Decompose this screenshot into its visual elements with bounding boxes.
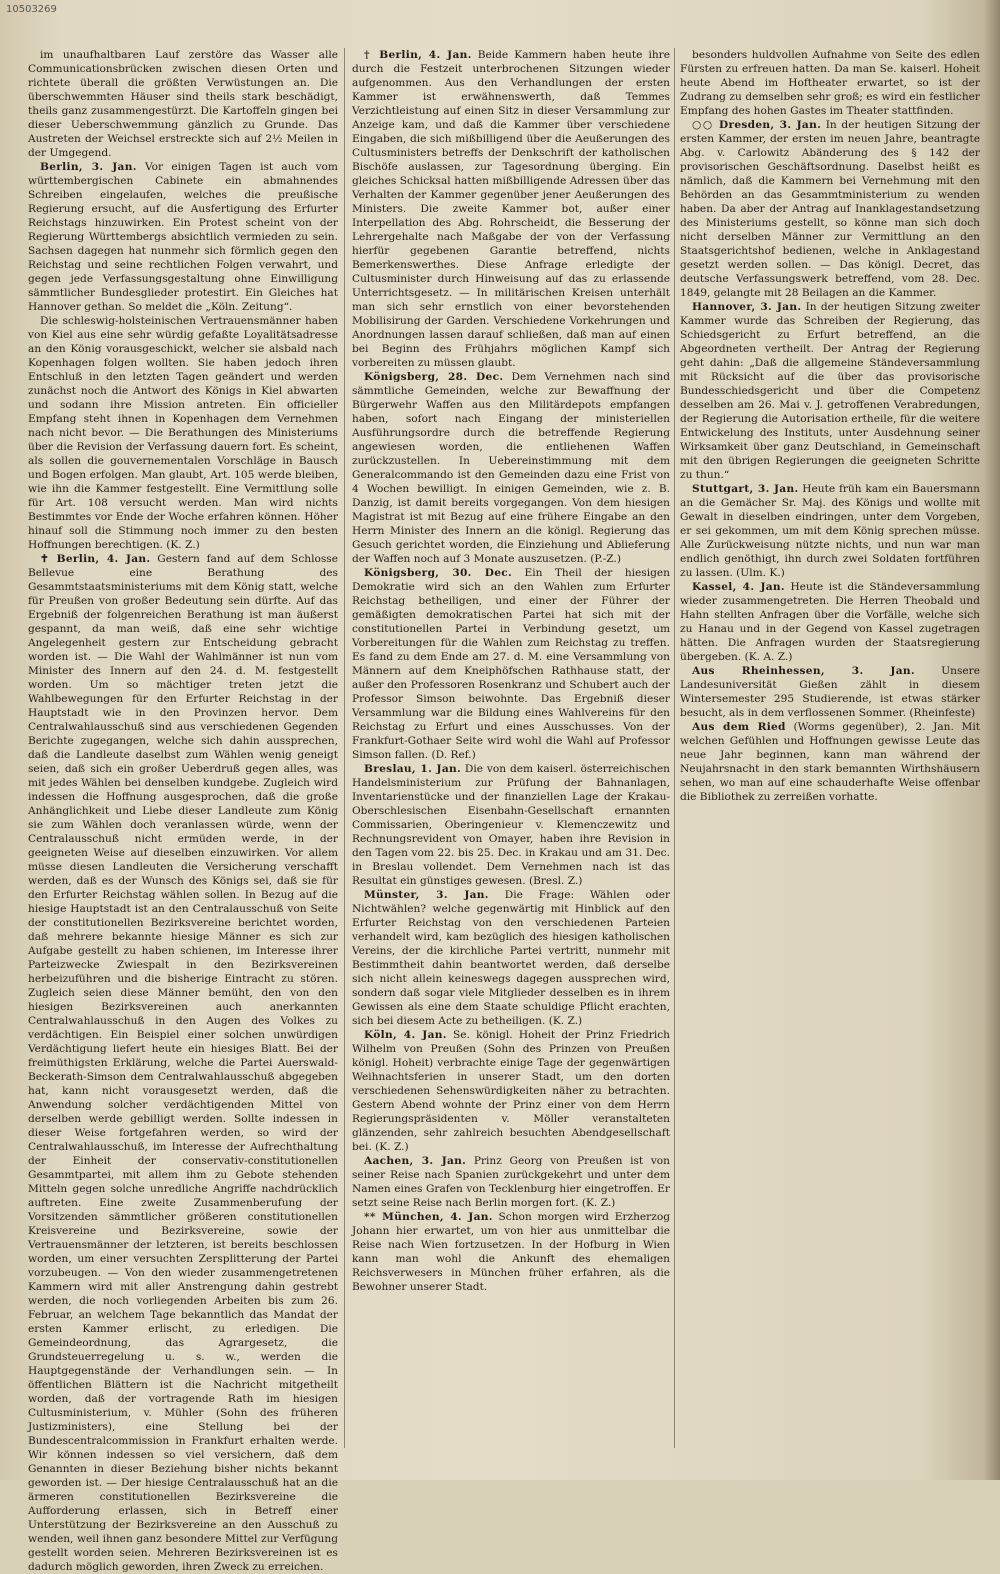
article-paragraph: Königsberg, 30. Dec. Ein Theil der hiesigen Demokratie wird sich an den Wahlen zum Erfurter Reichstag betheiligen, und einer der Führer der gemäßigten demokratischen Partei hat sich mit der constitutionellen Partei in Verbindung gesetzt, um Vorbereitungen für die Wahlen zum Reichstag zu treffen. Es fand zu dem Ende am 27. d. M. eine Versammlung von Männern auf dem Kneiphöfschen Rathhause statt, der außer den Professoren Rosenkranz und Schubert auch der Professor Simson beiwohnte. Das Ergebniß dieser Versammlung war die Bildung eines Wahlvereins für den Reichstag zu Erfurt und eines Ausschusses. Von der Frankfurt-Gothaer Seite wird wohl die Wahl auf Professor Simson fallen. (D. Ref.) <box>352 567 670 761</box>
dateline: Stuttgart, 3. Jan. <box>692 483 799 495</box>
dateline: Köln, 4. Jan. <box>364 1029 447 1041</box>
article-paragraph: † Berlin, 4. Jan. Beide Kammern haben heute ihre durch die Festzeit unterbrochenen Sitzungen wieder aufgenommen. Aus den Verhandlungen der ersten Kammer ist erwähnenswerth, daß Temmes Verzichtleistung auf einen Sitz in dieser Versammlung zur Anzeige kam, und daß die Kammer über verschiedene Eingaben, die sich mißbilligend über die Aeußerungen des Cultusministers betreffs der Denkschrift der katholischen Bischöfe auslassen, zur Tagesordnung überging. Ein gleiches Schicksal hatten mißbilligende Adressen über das Verhalten der Kammer gegenüber jener Aeußerungen des Ministers. Die zweite Kammer bot, außer einer Interpellation des Abg. Rohrscheidt, die Besserung der Lehrergehalte nach Maßgabe der von der Verfassung hierfür gegebenen Garantie betreffend, nichts Bemerkenswerthes. Diese Anfrage erledigte der Cultusminister durch Hinweisung auf das zu erlassende Unterrichtsgesetz. — In militärischen Kreisen unterhält man sich sehr ernstlich von einer bevorstehenden Mobilisirung der Garden. Verschiedene Vorkehrungen und Anordnungen lassen darauf schließen, daß man auf einen bei Beginn des Frühjahrs möglichen Kampf sich vorbereiten zu müssen glaubt. <box>352 49 670 369</box>
article-paragraph: Aus Rheinhessen, 3. Jan. Unsere Landesuniversität Gießen zählt in diesem Wintersemester 295 Studierende, ist etwas stärker besucht, als in dem verflossenen Sommer. (Rheinfeste) <box>680 665 980 719</box>
dateline: Hannover, 3. Jan. <box>692 301 802 313</box>
dateline: Kassel, 4. Jan. <box>692 581 785 593</box>
article-paragraph: Die schleswig-holsteinischen Vertrauensmänner haben von Kiel aus eine sehr würdig gefaßte Loyalitätsadresse an den König vorausgeschickt, welcher sie alsbald nach Kopenhagen folgen wollten. Sie haben jedoch ihren Entschluß in den letzten Tagen geändert und werden zunächst noch die Antwort des Königs in Kiel abwarten und sodann ihre Mission antreten. Ein officieller Empfang steht ihnen in Kopenhagen dem Vernehmen nach nicht bevor. — Die Berathungen des Ministeriums über die Revision der Verfassung dauern fort. Es scheint, als sollen die gouvernementalen Vorschläge in Bausch und Bogen erfolgen. Man glaubt, Art. 105 werde bleiben, wie ihn die Kammer festgestellt. Eine Vermittlung solle für Art. 108 versucht werden. Man wird nichts Bestimmtes vor Ende der Woche erfahren können. Höher hinauf soll die Stimmung noch immer zu den besten Hoffnungen berechtigen. (K. Z.) <box>28 315 338 551</box>
article-paragraph: ○○ Dresden, 3. Jan. In der heutigen Sitzung der ersten Kammer, der ersten im neuen Jahre, beantragte Abg. v. Carlowitz Abänderung des § 142 der provisorischen Geschäftsordnung. Daselbst heißt es nämlich, daß die Kammern bei Vernehmung mit den Behörden an das Gesammtministerium zu wenden haben. Da aber der Antrag auf Inanklagestandsetzung des Ministeriums gestellt, so könne man sich doch nicht derselben Männer zur Vermittlung an den Staatsgerichtshof bedienen, welche in Anklagestand gesetzt werden sollen. — Das königl. Decret, das deutsche Verfassungswerk betreffend, vom 28. Dec. 1849, gelangte mit 28 Beilagen an die Kammer. <box>680 119 980 299</box>
dateline: † Berlin, 4. Jan. <box>364 49 472 61</box>
column-divider <box>674 48 675 1448</box>
article-paragraph: Königsberg, 28. Dec. Dem Vernehmen nach sind sämmtliche Gemeinden, welche zur Bewaffnung der Bürgerwehr Waffen aus den Militärdepots empfangen haben, sofort nach Eingang der ministeriellen Ausführungsordre durch die betreffende Regierung angewiesen worden, die entliehenen Waffen zurückzustellen. In Uebereinstimmung mit dem Generalcommando ist den Gemeinden dazu eine Frist von 4 Wochen bewilligt. In einigen Gemeinden, wie z. B. Danzig, ist damit bereits vorgegangen. Von dem hiesigen Magistrat ist mit Bezug auf eine frühere Eingabe an den Herrn Minister des Innern an die königl. Regierung das Gesuch gerichtet worden, die Einziehung und Ablieferung der Waffen noch auf 3 Monate auszusetzen. (P.-Z.) <box>352 371 670 565</box>
column-3 <box>680 48 980 1448</box>
article-paragraph: Aachen, 3. Jan. Prinz Georg von Preußen ist von seiner Reise nach Spanien zurückgekehrt und unter dem Namen eines Grafen von Tecklenburg hier eingetroffen. Er setzt seine Reise nach Berlin morgen fort. (K. Z.) <box>352 1155 671 1209</box>
article-paragraph: Köln, 4. Jan. Se. königl. Hoheit der Prinz Friedrich Wilhelm von Preußen (Sohn des Prinzen von Preußen königl. Hoheit) verbrachte einige Tage der gegenwärtigen Weihnachtsferien in unserer Stadt, um den dorten verschiedenen Sehenswürdigkeiten näher zu betrachten. Gestern Abend wohnte der Prinz einer von dem Herrn Regierungspräsidenten v. Möller veranstalteten glänzenden, sehr zahlreich besuchten Abendgesellschaft bei. (K. Z.) <box>352 1029 670 1153</box>
article-paragraph: besonders huldvollen Aufnahme von Seite des edlen Fürsten zu erfreuen hatten. Da man Se. kaiserl. Hoheit heute Abend im Hoftheater erwartet, so ist der Zudrang zu demselben sehr groß; es wird ein festlicher Empfang des hohen Gastes im Theater stattfinden. <box>680 49 980 117</box>
article-paragraph: Hannover, 3. Jan. In der heutigen Sitzung zweiter Kammer wurde das Schreiben der Regierung, das Schiedsgericht zu Erfurt betreffend, an die Abgeordneten vertheilt. Der Antrag der Regierung geht dahin: „Daß die allgemeine Ständeversammlung mit Rücksicht auf die über das provisorische Bundesschiedsgericht und über die Competenz desselben am 26. Mai v. J. getroffenen Verabredungen, der Regierung die Autorisation ertheile, für die weitere Entwickelung des Instituts, unter Ausdehnung seiner Wirksamkeit über ganz Deutschland, in Gemeinschaft mit den übrigen Regierungen die geeigneten Schritte zu thun.“ <box>680 301 980 481</box>
archive-reference-id: 10503269 <box>6 4 57 15</box>
article-paragraph: ** München, 4. Jan. Schon morgen wird Erzherzog Johann hier erwartet, um von hier aus unmittelbar die Reise nach Wien fortzusetzen. In der Hofburg in Wien kann man wohl die Ankunft des ehemaligen Reichsverwesers in München früher erfahren, als die Bewohner unserer Stadt. <box>352 1211 670 1293</box>
dateline: ** München, 4. Jan. <box>364 1211 493 1223</box>
dateline: Aus dem Ried <box>692 721 786 733</box>
dateline: Aachen, 3. Jan. <box>364 1155 467 1167</box>
dateline: Königsberg, 30. Dec. <box>364 567 513 579</box>
page-binding-shadow <box>984 0 1000 1480</box>
dateline: Königsberg, 28. Dec. <box>364 371 504 383</box>
dateline: Breslau, 1. Jan. <box>364 763 462 775</box>
article-paragraph: Aus dem Ried (Worms gegenüber), 2. Jan. Mit welchen Gefühlen und Hoffnungen gewisse Leute das neue Jahr beginnen, kann man während der Neujahrsnacht in den stark bemannten Wirthshäusern sehen, wo man auf eine schauderhafte Weise offenbar die Bibliothek zu zerreißen vorhatte. <box>680 721 980 803</box>
article-paragraph: Breslau, 1. Jan. Die von dem kaiserl. österreichischen Handelsministerium zur Prüfung der Bahnanlagen, Inventarienstücke und der finanziellen Lage der Krakau-Oberschlesischen Eisenbahn-Gesellschaft ernannten Commissarien, Oberingenieur v. Klemenczewitz und Rechnungsrevident von Omayer, haben ihre Revision in den Tagen vom 22. bis 25. Dec. in Krakau und am 31. Dec. in Breslau vollendet. Dem Vernehmen nach ist das Resultat ein günstiges gewesen. (Bresl. Z.) <box>352 763 671 887</box>
article-paragraph: Kassel, 4. Jan. Heute ist die Ständeversammlung wieder zusammengetreten. Die Herren Theobald und Hahn stellten Anfragen über die Vorfälle, welche sich zu Hanau und in der Gegend von Kassel zugetragen hätten. Die Anfragen wurden der Staatsregierung übergeben. (K. A. Z.) <box>680 581 980 663</box>
dateline: Münster, 3. Jan. <box>364 889 489 901</box>
article-paragraph: Berlin, 3. Jan. Vor einigen Tagen ist auch vom württembergischen Cabinete ein abmahnendes Schreiben eingelaufen, welches die preußische Regierung ersucht, auf die Ausfertigung des Erfurter Reichstags hinzuwirken. Ein Protest scheint von der Regierung Württembergs absichtlich vermieden zu sein. Sachsen dagegen hat nunmehr sich förmlich gegen den Reichstag und seine rechtlichen Folgen verwahrt, und gegen jede Verfassungsgestaltung ohne Einwilligung sämmtlicher Bundesglieder protestirt. Ein Gleiches hat Hannover gethan. So meldet die „Köln. Zeitung“. <box>28 161 338 313</box>
article-paragraph: Stuttgart, 3. Jan. Heute früh kam ein Bauersmann an die Gemächer Sr. Maj. des Königs und wollte mit Gewalt in dieselben eindringen, unter dem Vorgeben, er sei gekommen, um mit dem König sprechen müsse. Alle Zurückweisung nützte nichts, und nun war man endlich genöthigt, ihn durch zwei Soldaten fortführen zu lassen. (Ulm. K.) <box>680 483 981 579</box>
article-paragraph: Münster, 3. Jan. Die Frage: Wählen oder Nichtwählen? welche gegenwärtig mit Hinblick auf den Erfurter Reichstag von den verschiedenen Parteien verhandelt wird, kam bezüglich des hiesigen katholischen Vereins, der die kirchliche Partei vertritt, nunmehr mit Bestimmtheit dahin beantwortet werden, daß derselbe sich nicht allein keineswegs dagegen aussprechen wird, sondern daß sogar viele Mitglieder desselben es in ihrem Gewissen als eine dem Staate schuldige Pflicht erachten, sich bei diesem Acte zu betheiligen. (K. Z.) <box>352 889 671 1027</box>
dateline: ○○ Dresden, 3. Jan. <box>692 119 822 131</box>
article-paragraph: im unaufhaltbaren Lauf zerstöre das Wasser alle Communicationsbrücken zwischen diesen Orten und richtete überall die größten Verwüstungen an. Die überschwemmten Häuser sind theils stark beschädigt, theils ganz zusammengestürzt. Die Kartoffeln gingen bei dieser Ueberschwemmung gänzlich zu Grunde. Das Austreten der Weichsel erstreckte sich auf 2½ Meilen in der Umgegend. <box>28 49 338 159</box>
dateline: Berlin, 3. Jan. <box>40 161 137 173</box>
article-paragraph: ✝ Berlin, 4. Jan. Gestern fand auf dem Schlosse Bellevue eine Berathung des Gesammtstaatsministeriums mit dem König statt, welche für Preußen von großer Bedeutung sein dürfte. Auf das Ergebniß der folgenreichen Berathung ist man äußerst gespannt, da man weiß, daß eine sehr wichtige Angelegenheit gestern zur Entscheidung gebracht worden ist. — Die Wahl der Wahlmänner ist nun vom Minister des Innern auf den 24. d. M. festgestellt worden. Um so mächtiger treten jetzt die Wahlbewegungen für den Erfurter Reichstag in der Hauptstadt wie in den Provinzen hervor. Dem Centralwahlausschuß sind aus verschiedenen Gegenden Berichte zugegangen, welche sich dahin aussprechen, daß die Landleute daselbst zum Wählen wenig geneigt seien, daß sich ein großer Ueberdruß gegen alles, was mit jedes Wählen bei denselben kundgebe. Zugleich wird indessen die Hoffnung ausgesprochen, daß die große Anhänglichkeit und Liebe dieser Landleute zum König sie zum Wählen doch veranlassen würde, wenn der Centralausschuß nicht ermüden werde, in der geeigneten Weise auf dieselben einzuwirken. Vor allem müsse diesen Landleuten die Versicherung verschafft werden, daß es der Wunsch des Königs sei, daß sie für den Erfurter Reichstag wählen sollen. In Bezug auf die hiesige Hauptstadt ist an den Centralausschuß von Seite der constitutionellen Bezirksvereine berichtet worden, daß mehrere bekannte hiesige Männer es sich zur Aufgabe gestellt zu haben schienen, im Interesse ihrer Parteizwecke Zwiespalt in den Bezirksvereinen herbeizuführen und die bisherige Eintracht zu stören. Zugleich seien diese Männer bemüht, den von den hiesigen Bezirksvereinen auch anerkannten Centralwahlausschuß in den Augen des Volkes zu verdächtigen. Ein Beispiel einer solchen unwürdigen Verdächtigung liefert heute ein hiesiges Blatt. Bei der freimüthigsten Erklärung, welche die Partei Auerswald-Beckerath-Simson dem Centralwahlausschuß abgegeben hat, kann nicht vorausgesetzt werden, daß die Anwendung solcher verdächtigenden Mittel von derselben werde gebilligt werden. Sollte indessen in dieser Weise fortgefahren werden, so wird der Centralwahlausschuß, im Interesse der Aufrechthaltung der Einheit der conservativ-constitutionellen Gesammtpartei, mit allem ihm zu Gebote stehenden Mitteln gegen solche unredliche Angriffe nachdrücklich auftreten. Eine zweite Zusammenberufung der Vorsitzenden sämmtlicher größeren constitutionellen Kreisvereine und Bezirksvereine, sowie der Vertrauensmänner der letzteren, ist bereits beschlossen worden, um einer versuchten Zersplitterung der Partei vorzubeugen. — Von den wieder zusammengetretenen Kammern wird mit aller Anstrengung dahin gestrebt werden, die noch vorliegenden Arbeiten bis zum 26. Februar, an welchem Tage bekanntlich das Mandat der ersten Kammer erlischt, zu erledigen. Die Gemeindeordnung, das Agrargesetz, die Grundsteuerregelung u. s. w., werden die Hauptgegenstände der Verhandlungen sein. — In öffentlichen Blättern ist die Nachricht mitgetheilt worden, daß der vortragende Rath im hiesigen Cultusministerium, v. Mühler (Sohn des früheren Justizministers), eine Stellung bei der Bundescentralcommission in Frankfurt erhalten werde. Wir können indessen so viel versichern, daß dem Genannten in dieser Beziehung bisher nichts bekannt geworden ist. — Der hiesige Centralausschuß hat an die ärmeren constitutionellen Bezirksvereine die Aufforderung erlassen, sich in Betreff einer Unterstützung der Bezirksvereine an den Ausschuß zu wenden, weil ihnen ganz besondere Mittel zur Verfügung gestellt worden seien. Mehreren Bezirksvereinen ist es dadurch möglich geworden, ihren Zweck zu erreichen. <box>28 553 338 1573</box>
column-1 <box>28 48 338 1573</box>
column-divider <box>344 48 345 1448</box>
dateline: Aus Rheinhessen, 3. Jan. <box>692 665 915 677</box>
column-2 <box>352 48 670 1448</box>
dateline: ✝ Berlin, 4. Jan. <box>40 553 151 565</box>
